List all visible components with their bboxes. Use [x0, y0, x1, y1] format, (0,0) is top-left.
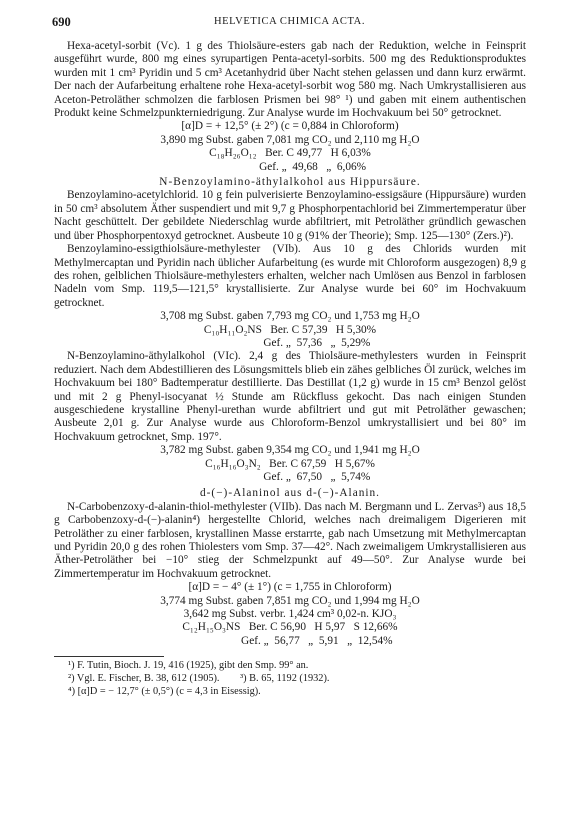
analysis-line: Gef. „ 49,68 „ 6,06% [213, 160, 367, 173]
analysis-block-1 [54, 120, 526, 174]
analysis-line: C₁₆H₁₆O₃N₂ Ber. C 67,59 H 5,67% [205, 457, 375, 470]
analysis-line: 3,708 mg Subst. gaben 7,793 mg CO₂ und 1,753 mg H₂O [160, 310, 420, 323]
analysis-line: Gef. „ 67,50 „ 5,74% [209, 471, 371, 483]
analysis-line: [α]D = + 12,5° (± 2°) (c = 0,884 in Chloroform) [181, 120, 399, 133]
analysis-line: 3,890 mg Subst. gaben 7,081 mg CO₂ und 2,110 mg H₂O [160, 133, 420, 146]
analysis-block-4 [54, 581, 526, 648]
page-header [52, 15, 527, 29]
paragraph-benzoylamino-aethylalkohol: N-Benzoylamino-äthylalkohol (VIc). 2,4 g des Thiolsäure-methylesters wurden in Feinsprit reduziert. Nach dem Abdestillieren des Lösungsmittels blieb ein zähes gelbliches Öl zurück, welches im Hochvakuum bei 180° Badtemperatur destillierte. Das Destillat (1,2 g) wurde in 15 cm³ Benzol gelöst und mit 2 g Phenyl-isocyanat ½ Stunde am Rückfluss gekocht. Das nach einigen Stunden ausgeschiedene krystalline Phenyl-urethan wurde abfiltriert und gut mit Petroläther gewaschen; Ausbeute 2,01 g. Zur Analyse wurde aus Chloroform-Benzol umkrystallisiert und bei 80° im Hochvakuum getrocknet, Smp. 197°. [54, 350, 526, 443]
article-body [54, 40, 526, 699]
section-heading-hippursaeure: N-Benzoylamino-äthylalkohol aus Hippursäure. [159, 176, 421, 189]
analysis-line: 3,774 mg Subst. gaben 7,851 mg CO₂ und 1,994 mg H₂O [160, 594, 420, 607]
footnote-divider [54, 656, 164, 657]
analysis-line: Gef. „ 56,77 „ 5,91 „ 12,54% [187, 634, 393, 647]
footnote: ¹) F. Tutin, Bioch. J. 19, 416 (1925), gibt den Smp. 99° an. [68, 660, 309, 672]
section-heading-alaninol: d-(−)-Alaninol aus d-(−)-Alanin. [200, 487, 380, 500]
paragraph-carbobenzoxy-alanin: N-Carbobenzoxy-d-alanin-thiol-methylester (VIIb). Das nach M. Bergmann und L. Zervas³) aus 18,5 g Carbobenzoxy-d-(−)-alanin⁴) hergestellte Chlorid, welches nach dreimaligem Digerieren mit Petroläther zu einer farblosen, krystallinen Masse erstarrte, gab nach Umsetzung mit Methylmercaptan und Pyridin 20,0 g des rohen Thiolesters vom Smp. 37—42°. Nach zweimaligem Umkrystallisieren aus Äther-Petroläther bei −10° stieg der Schmelzpunkt auf 49—50°. Zur Analyse wurde bei Zimmertemperatur im Hochvakuum getrocknet. [54, 500, 526, 580]
footnotes [54, 660, 526, 698]
paragraph-thiolsaeure-methylester: Benzoylamino-essigthiolsäure-methylester (VIb). Aus 10 g des Chlorids wurden mit Methylmercaptan und Pyridin nach üblicher Aufarbeitung (es wurde mit Chloroform ausgezogen) 8,9 g des rohen, gelblichen Thiolsäure-methylesters erhalten, welcher nach Umlösen aus Benzol in farblosen Nadeln vom Smp. 119,5—121,5° krystallisierte. Zur Analyse wurde bei 60° im Hochvakuum getrocknet. [54, 243, 526, 309]
paragraph-hexa-acetyl-sorbit: Hexa-acetyl-sorbit (Vc). 1 g des Thiolsäure-esters gab nach der Reduktion, welche in Feinsprit ausgeführt wurde, 800 mg eines syrupartigen Penta-acetyl-sorbits. 500 mg des Reduktionsproduktes wurden mit 1 cm³ Pyridin und 5 cm³ Acetanhydrid über Nacht stehen gelassen und dann kurz erwärmt. Der nach der Aufarbeitung erhaltene rohe Hexa-acetyl-sorbit wog 580 mg. Nach Umkrystallisieren aus Aceton-Petroläther schmolzen die farblosen Prismen bei 98° ¹) und gaben mit einem authentischen Produkt keine Schmelzpunkterniedrigung. Zur Analyse wurde im Hochvakuum bei 50° getrocknet. [54, 40, 526, 120]
footnote: ²) Vgl. E. Fischer, B. 38, 612 (1905). ³) B. 65, 1192 (1932). [68, 673, 330, 685]
analysis-line: C₁₀H₁₁O₂NS Ber. C 57,39 H 5,30% [203, 323, 377, 336]
analysis-line: C₁₂H₁₅O₃NS Ber. C 56,90 H 5,97 S 12,66% [182, 621, 398, 634]
paragraph-benzoylamino-acetylchlorid: Benzoylamino-acetylchlorid. 10 g fein pulverisierte Benzoylamino-essigsäure (Hippursäure) wurden in 50 cm³ absolutem Äther suspendiert und mit 9,7 g Phosphorpentachlorid bei Zimmertemperatur über Nacht geschüttelt. Der gebildete Niederschlag wurde abfiltriert, mit Petroläther gründlich gewaschen und über Phosphorpentoxyd getrocknet. Ausbeute 10 g (91% der Theorie); Smp. 125—130° (Zers.)²). [54, 189, 526, 242]
footnote: ⁴) [α]D = − 12,7° (± 0,5°) (c = 4,3 in Eisessig). [68, 685, 261, 697]
journal-title: HELVETICA CHIMICA ACTA. [213, 16, 366, 27]
page-number: 690 [52, 15, 71, 29]
analysis-line: Gef. „ 57,36 „ 5,29% [209, 336, 371, 349]
analysis-block-2 [54, 310, 526, 350]
analysis-line: [α]D = − 4° (± 1°) (c = 1,755 in Chloroform) [188, 581, 392, 594]
analysis-line: C₁₈H₂₆O₁₂ Ber. C 49,77 H 6,03% [209, 147, 371, 160]
analysis-line: 3,642 mg Subst. verbr. 1,424 cm³ 0,02-n. KJO₃ [183, 608, 397, 621]
analysis-line: 3,782 mg Subst. gaben 9,354 mg CO₂ und 1,941 mg H₂O [160, 444, 420, 457]
analysis-block-3 [54, 444, 526, 484]
